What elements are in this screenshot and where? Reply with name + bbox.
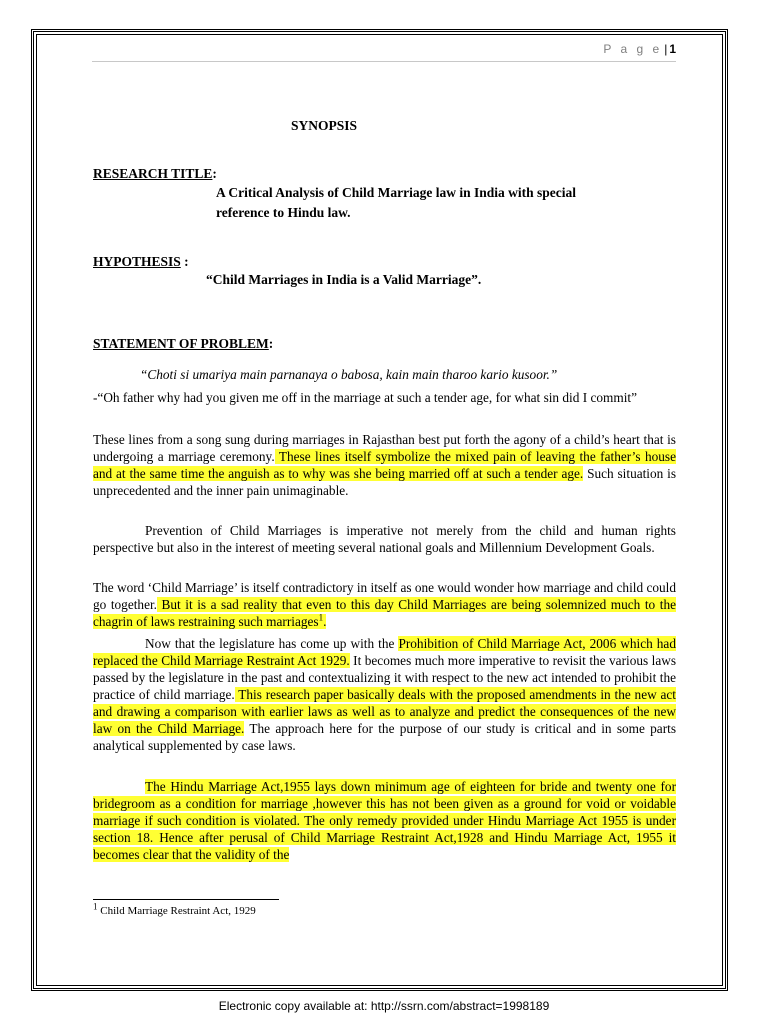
hypothesis-heading bbox=[93, 253, 189, 271]
paragraph-4-text-a: Now that the legislature has come up with the bbox=[145, 636, 399, 651]
paragraph-5-highlight: The Hindu Marriage Act,1955 lays down minimum age of eighteen for bride and twenty one for bridegroom as a condition for marriage ,however this has not been given as a ground for void or voidable marriage if such condition is violated. The only remedy provided under Hindu Marriage Act 1955 is under section 18. Hence after perusal of Child Marriage Restraint Act,1928 and Hindu Marriage Act, 1955 it becomes clear that the validity of the bbox=[93, 779, 676, 862]
quote-translation: -“Oh father why had you given me off in the marriage at such a tender age, for what sin did I commit” bbox=[93, 390, 638, 405]
footnote-rule bbox=[93, 899, 279, 900]
page-separator: | bbox=[664, 42, 668, 56]
hypothesis-label: HYPOTHESIS bbox=[93, 254, 181, 269]
footnote-1 bbox=[93, 901, 256, 917]
footnote-ref-1: 1 bbox=[318, 612, 324, 623]
ssrn-availability-notice: Electronic copy available at: http://ssrn.com/abstract=1998189 bbox=[218, 999, 550, 1013]
research-title-label: RESEARCH TITLE bbox=[93, 166, 213, 181]
paragraph-3 bbox=[93, 579, 676, 630]
research-title-colon: : bbox=[212, 166, 217, 181]
paragraph-5 bbox=[93, 778, 676, 863]
paragraph-4-text-b: It becomes much more imperative to revisit the various laws passed by the legislature in the past and contextualizing it with respect to the new act intended to prohibit the practice of child marriage. bbox=[93, 653, 676, 702]
paragraph-1-text-a: These lines from a song sung during marriages in Rajasthan best put forth the agony of a child’s heart that is undergoing a marriage ceremony. bbox=[93, 432, 676, 464]
statement-label: STATEMENT OF PROBLEM bbox=[93, 336, 269, 351]
research-title-heading bbox=[93, 165, 217, 183]
paragraph-4 bbox=[93, 635, 676, 754]
research-title-line1: A Critical Analysis of Child Marriage law in India with special bbox=[216, 185, 577, 200]
paragraph-4-text-c: The approach here for the purpose of our study is critical and in some parts analytical supplemented by case laws. bbox=[93, 721, 676, 753]
synopsis-title: SYNOPSIS bbox=[291, 118, 358, 133]
footnote-mark: 1 bbox=[93, 901, 98, 912]
paragraph-2-text: Prevention of Child Marriages is imperative not merely from the child and human rights perspective but also in the interest of meeting several national goals and Millennium Development Goals. bbox=[93, 523, 676, 555]
hypothesis-text: “Child Marriages in India is a Valid Marriage”. bbox=[206, 272, 482, 287]
paragraph-3-highlight bbox=[93, 597, 676, 629]
page-label: P a g e bbox=[603, 42, 663, 56]
paragraph-1 bbox=[93, 431, 676, 499]
paragraph-3-text-a: The word ‘Child Marriage’ is itself contradictory in itself as one would wonder how marriage and child could go together. bbox=[93, 580, 676, 612]
paragraph-1-text-b: Such situation is unprecedented and the inner pain unimaginable. bbox=[93, 466, 677, 498]
hypothesis-colon: : bbox=[180, 254, 189, 269]
statement-heading bbox=[93, 335, 273, 353]
paragraph-3-end: . bbox=[323, 614, 327, 629]
paragraph-3-highlight-text: But it is a sad reality that even to this day Child Marriages are being solemnized much to the chagrin of laws restraining such marriages bbox=[93, 597, 676, 629]
quote-translation-block bbox=[93, 389, 676, 406]
paragraph-1-highlight: These lines itself symbolize the mixed pain of leaving the father’s house and at the same time the anguish as to why was she being married off at such a tender age. bbox=[93, 449, 676, 481]
statement-colon: : bbox=[268, 336, 274, 351]
paragraph-4-highlight-1: Prohibition of Child Marriage Act, 2006 which had replaced the Child Marriage Restraint Act 1929. bbox=[93, 636, 676, 668]
footnote-text: Child Marriage Restraint Act, 1929 bbox=[97, 905, 256, 917]
song-quote: “Choti si umariya main parnanaya o babosa, kain main tharoo kario kusoor.” bbox=[140, 367, 558, 382]
page-header bbox=[92, 42, 676, 62]
paragraph-2 bbox=[93, 522, 676, 556]
research-title-line2: reference to Hindu law. bbox=[216, 205, 351, 220]
paragraph-4-highlight-2: This research paper basically deals with the proposed amendments in the new act and drawing a comparison with earlier laws as well as to analyze and predict the consequences of the new law on the Child Marriage. bbox=[93, 687, 676, 736]
page-number: 1 bbox=[669, 42, 676, 56]
